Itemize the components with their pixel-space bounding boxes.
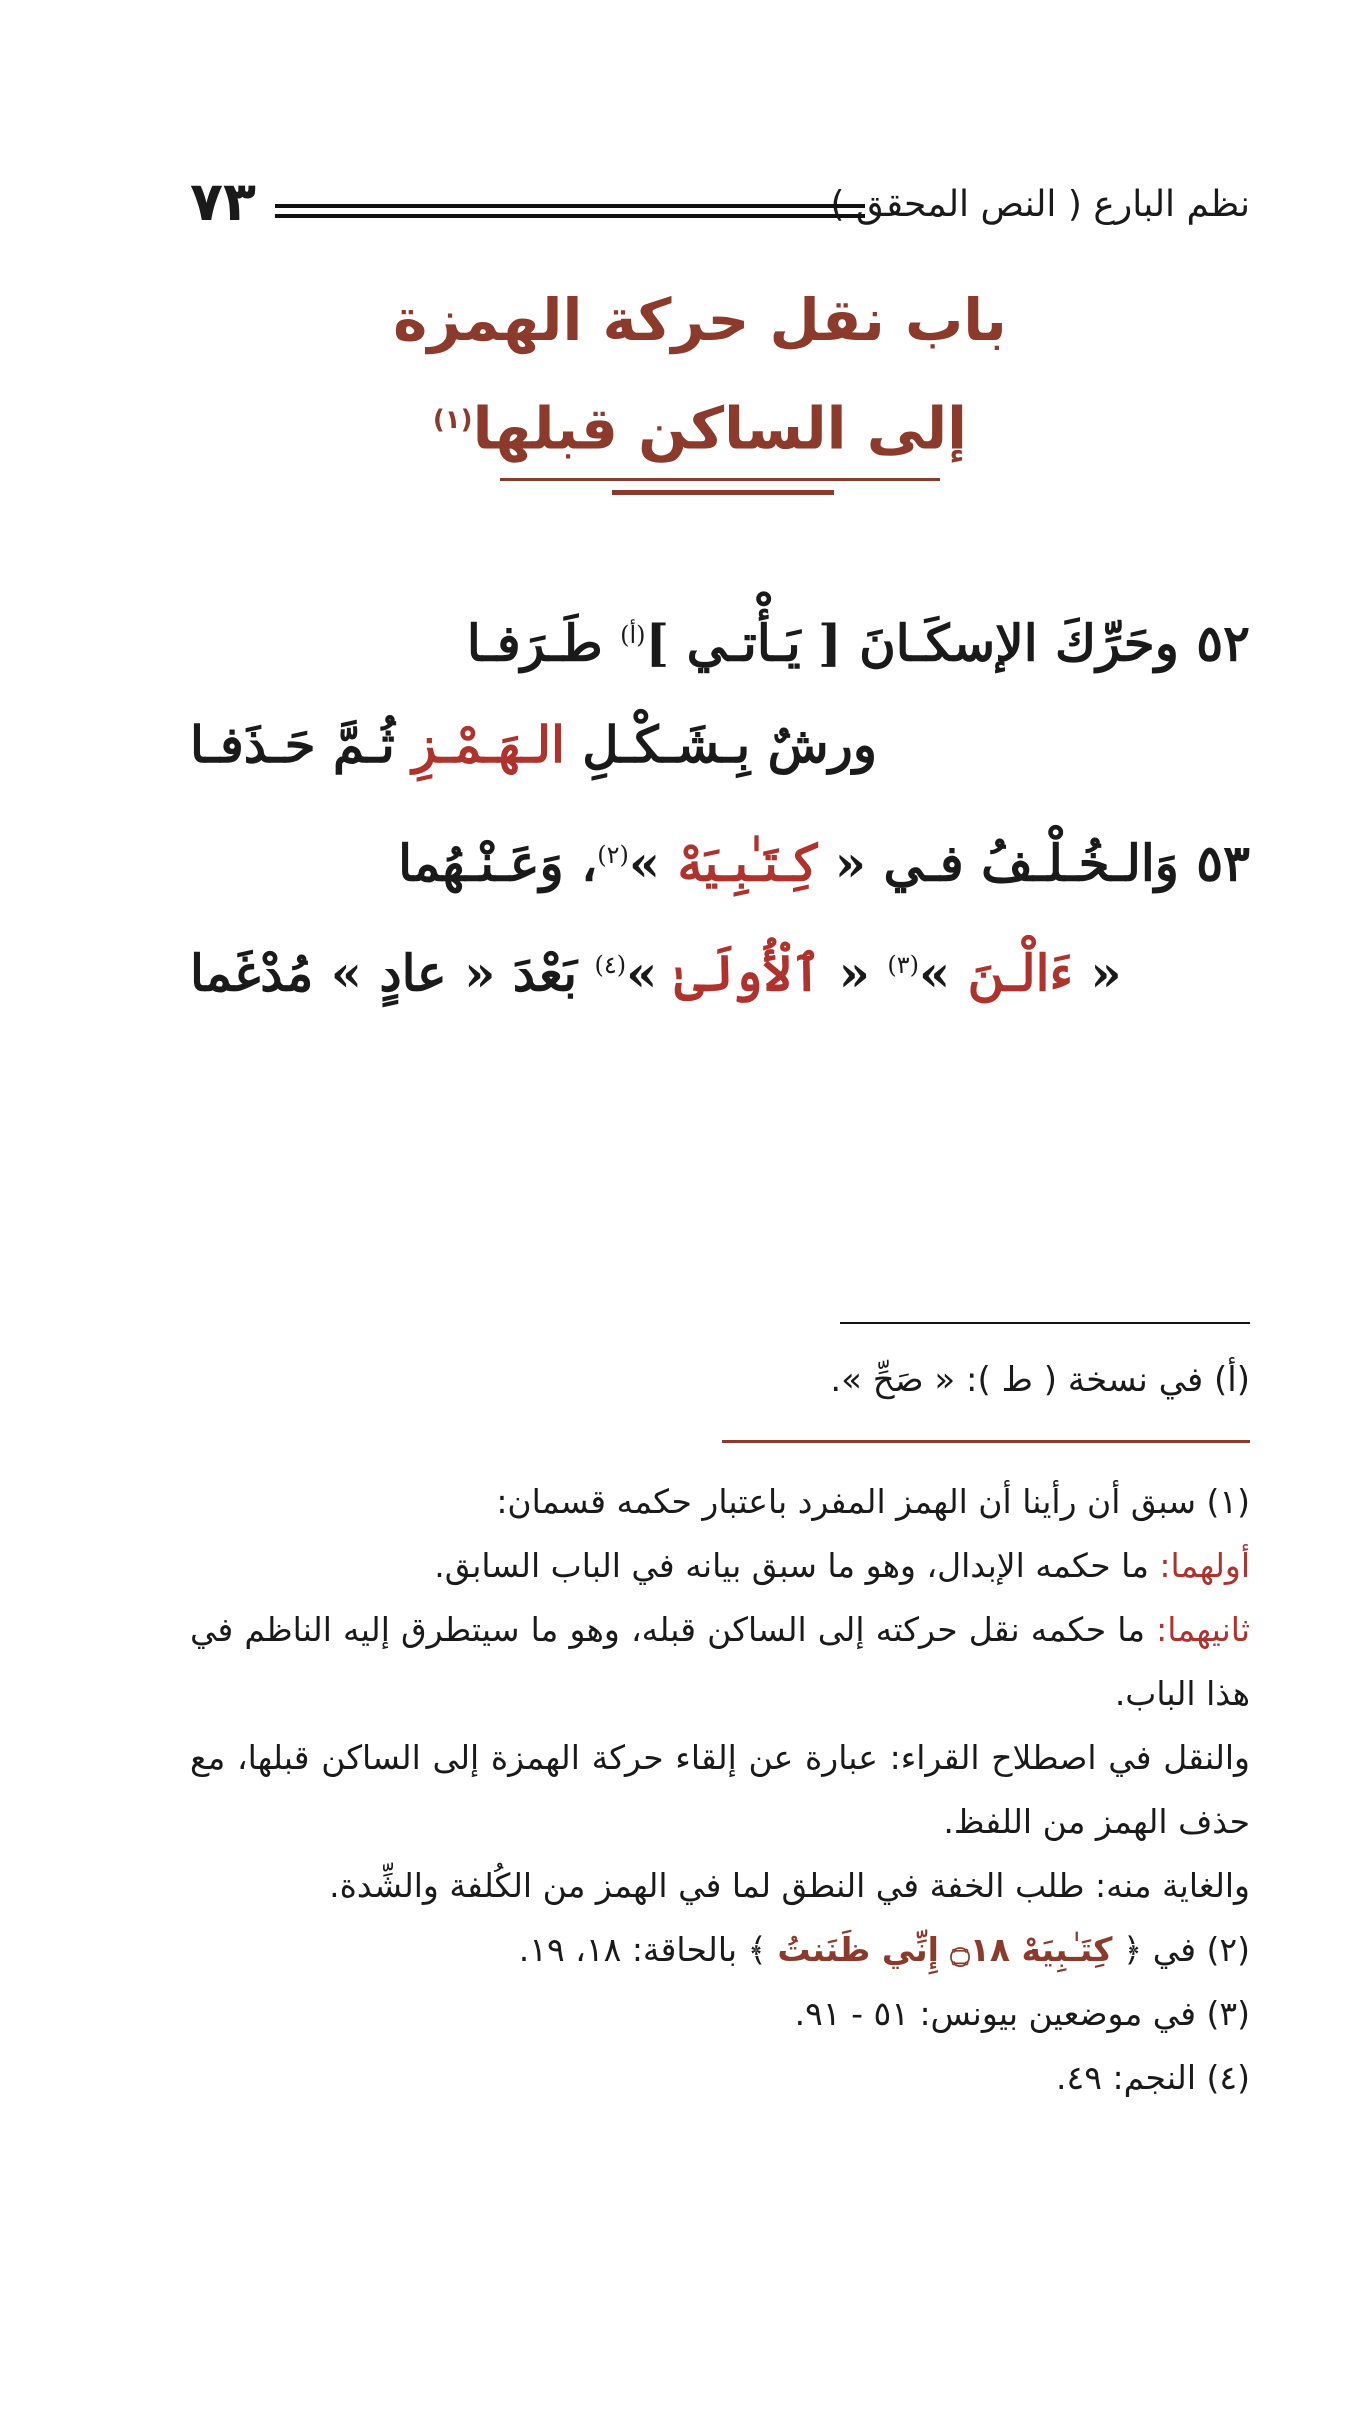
footnote-marker: (٤)	[594, 951, 627, 979]
chapter-title-line-2	[350, 370, 1050, 478]
footnote-label: ثانيهما:	[1156, 1610, 1250, 1649]
footnote-1-definition: والنقل في اصطلاح القراء: عبارة عن إلقاء حركة الهمزة إلى الساكن قبلها، مع حذف الهمز من اللفظ.	[190, 1738, 1250, 1841]
verse-52-first-hemistich	[190, 580, 1250, 690]
footnotes	[190, 1470, 1250, 2110]
verse-highlight: ءَالْـنَ	[967, 943, 1074, 1003]
chapter-title-line-2-text: إلى الساكن قبلها	[472, 394, 968, 463]
verse-text: ثُـمَّ حَـذَفـا	[190, 715, 413, 774]
quran-quote: كِتَـٰبِيَهْ ۝١٨ إِنِّي ظَنَنتُ	[777, 1930, 1113, 1969]
verse-text: ٥٣ وَالـخُـلْـفُ فـي «	[817, 833, 1250, 893]
footnote-label: أولهما:	[1159, 1546, 1250, 1585]
variant-footnote: (أ) في نسخة ( ط ): « صَحِّ ».	[830, 1360, 1250, 1400]
running-header	[190, 170, 1250, 250]
verse-text: »	[628, 833, 678, 893]
heading-underline	[500, 478, 940, 481]
variant-marker: (أ)	[620, 621, 646, 649]
verse-highlight: الـهَـمْـزِ	[412, 715, 565, 774]
chapter-heading	[350, 270, 1050, 478]
verse-text: ، وَعَـنْـهُما	[398, 833, 598, 893]
footnote-3: (٣) في موضعين بيونس: ٥١ - ٩١.	[794, 1994, 1250, 2033]
footnote-marker: (٢)	[597, 841, 629, 869]
chapter-footnote-marker: (١)	[432, 405, 473, 435]
variant-footnote-rule	[722, 1440, 1250, 1443]
footnote-text: ما حكمه نقل حركته إلى الساكن قبله، وهو ما سيتطرق إليه الناظم في هذا الباب.	[190, 1610, 1250, 1713]
footnote-text: ﴾ بالحاقة: ١٨، ١٩.	[518, 1930, 778, 1969]
verse-text: »	[918, 943, 968, 1003]
footnote-1-first	[190, 1534, 1250, 1598]
footnote-1-purpose: والغاية منه: طلب الخفة في النطق لما في الهمز من الكُلفة والشِّدة.	[329, 1866, 1250, 1905]
footnote-marker: (٣)	[887, 951, 919, 979]
chapter-title-line-1: باب نقل حركة الهمزة	[393, 286, 1007, 354]
footnote-text: ما حكمه الإبدال، وهو ما سبق بيانه في الباب السابق.	[434, 1546, 1160, 1585]
verse-53-second-hemistich	[190, 910, 1250, 1020]
verse-block	[190, 580, 1250, 1020]
verse-text: ٥٢ وحَرِّكَ الإسكَـانَ [ يَـأْتـي ]	[645, 613, 1250, 673]
footnote-2	[190, 1918, 1250, 1982]
verse-highlight: ٱلْأُولَىٰ	[674, 943, 822, 1003]
heading-underline-accent	[612, 490, 834, 495]
verse-text: طَـرَفـا	[466, 613, 621, 673]
verse-52-second-hemistich	[190, 690, 1250, 800]
verse-text: «	[1073, 943, 1122, 1003]
verse-text: بَعْدَ « عادٍ » مُدْغَما	[190, 943, 595, 1003]
verse-text: «	[821, 943, 888, 1003]
header-double-rule	[275, 204, 865, 218]
verse-text: ورشٌ بِـشَـكْـلِ	[564, 715, 877, 774]
running-title: نظم البارع ( النص المحقق )	[830, 184, 1250, 225]
verse-text: »	[626, 943, 675, 1003]
footnote-1-intro: (١) سبق أن رأينا أن الهمز المفرد باعتبار حكمه قسمان:	[496, 1482, 1250, 1521]
footnote-separator	[840, 1322, 1250, 1324]
verse-highlight: كِـتَـٰبِـيَهْ	[677, 833, 818, 893]
footnote-4: (٤) النجم: ٤٩.	[1056, 2058, 1250, 2097]
footnote-1-second	[190, 1598, 1250, 1726]
page-number: ٧٣	[190, 170, 256, 233]
footnote-text: (٢) في ﴿	[1112, 1930, 1250, 1969]
verse-53-first-hemistich	[190, 800, 1250, 910]
